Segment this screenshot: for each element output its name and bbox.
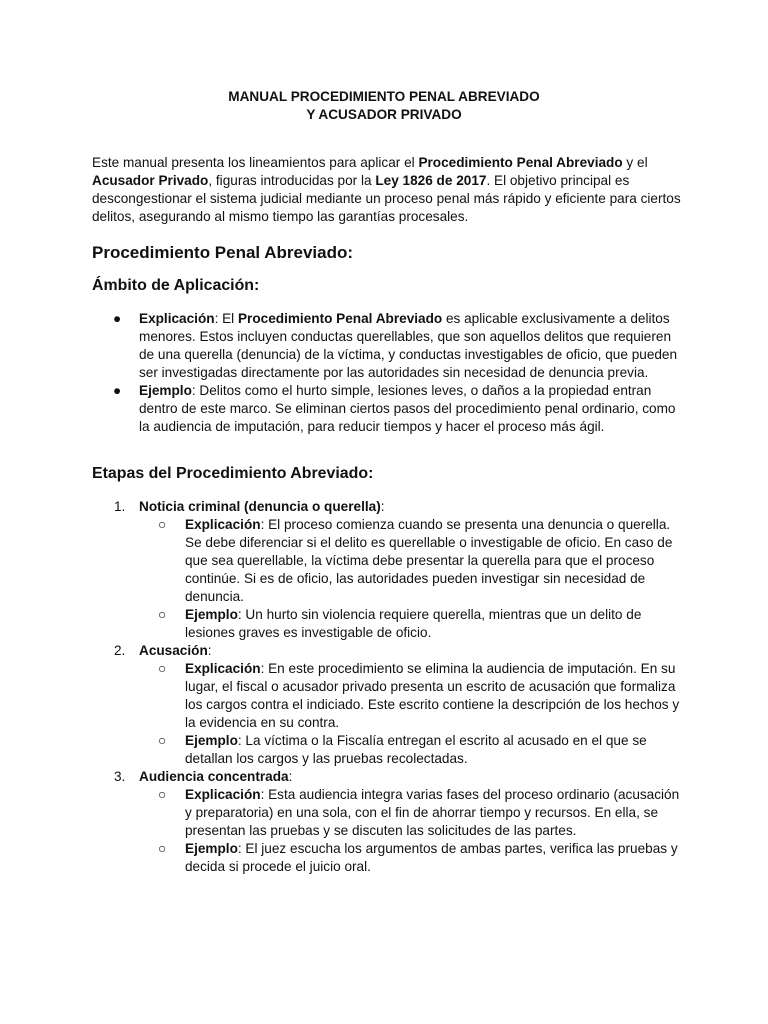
circle-bullet-icon: ○ [158, 607, 167, 622]
etapa-title: Noticia criminal (denuncia o querella) [139, 499, 381, 514]
title-line-2: Y ACUSADOR PRIVADO [306, 107, 462, 122]
circle-bullet-icon: ○ [158, 733, 167, 748]
list-number: 2. [114, 643, 126, 658]
list-number: 1. [114, 499, 126, 514]
bullet-text: : Delitos como el hurto simple, lesiones leves, o daños a la propiedad entran dentro de este marco. Se eliminan ciertos pasos del procedimiento penal ordinario, como la audiencia de imputación, para reducir tiempos y hacer el proceso más ágil. [139, 383, 676, 434]
intro-bold-term: Procedimiento Penal Abreviado [418, 155, 623, 170]
intro-paragraph [92, 154, 682, 226]
etapa-2-ejemplo [92, 732, 684, 768]
sub-text: : El juez escucha los argumentos de ambas partes, verifica las pruebas y decida si procede el juicio oral. [185, 841, 678, 874]
intro-bold-term: Ley 1826 de 2017 [375, 173, 487, 188]
etapa-2-explicacion [92, 660, 684, 732]
etapa-3-explicacion [92, 786, 684, 840]
intro-text: y el [622, 155, 648, 170]
ambito-bullet-list [92, 310, 684, 436]
bullet-item-ejemplo [92, 382, 684, 436]
etapa-3-ejemplo [92, 840, 684, 876]
bullet-bold-term: Procedimiento Penal Abreviado [237, 311, 443, 326]
sub-text: : Un hurto sin violencia requiere querella, mientras que un delito de lesiones graves es investigable de oficio. [185, 607, 642, 640]
etapa-1-ejemplo [92, 606, 684, 642]
sub-text: : En este procedimiento se elimina la audiencia de imputación. En su lugar, el fiscal o acusador privado presenta un escrito de acusación que formaliza los cargos contra el indiciado. Este escrito contiene la descripción de los hechos y la evidencia en su contra. [185, 661, 680, 730]
sub-label: Ejemplo [185, 841, 238, 856]
etapa-item-2 [92, 642, 684, 660]
bullet-item-explicacion [92, 310, 684, 382]
sub-text: : Esta audiencia integra varias fases del proceso ordinario (acusación y preparatoria) en una sola, con el fin de ahorrar tiempo y recursos. En ella, se presentan las pruebas y se discuten las solicitudes de las partes. [185, 787, 680, 838]
bullet-text: : El [214, 311, 238, 326]
intro-text: Este manual presenta los lineamientos para aplicar el [92, 155, 419, 170]
bullet-label: Ejemplo [139, 383, 192, 398]
bullet-label: Explicación [139, 311, 215, 326]
circle-bullet-icon: ○ [158, 517, 167, 532]
list-number: 3. [114, 769, 126, 784]
document-title [0, 88, 768, 124]
etapas-numbered-list [92, 498, 684, 876]
ambito-heading: Ámbito de Aplicación: [92, 277, 260, 294]
etapa-colon: : [380, 499, 385, 514]
sub-label: Explicación [185, 787, 261, 802]
sub-text: : El proceso comienza cuando se presenta una denuncia o querella. Se debe diferenciar si el delito es querellable o investigable de oficio. En caso de que sea querellable, la víctima debe presentar la querella para que el proceso continúe. Si es de oficio, las autoridades pueden investigar sin necesidad de denuncia. [185, 517, 673, 604]
circle-bullet-icon: ○ [158, 787, 167, 802]
sub-label: Explicación [185, 517, 261, 532]
etapa-title: Acusación [139, 643, 208, 658]
etapa-colon: : [207, 643, 212, 658]
etapas-heading: Etapas del Procedimiento Abreviado: [92, 465, 374, 482]
intro-text: , figuras introducidas por la [208, 173, 376, 188]
circle-bullet-icon: ○ [158, 841, 167, 856]
section-heading: Procedimiento Penal Abreviado: [92, 243, 354, 262]
etapa-1-explicacion [92, 516, 684, 606]
etapa-colon: : [288, 769, 293, 784]
circle-bullet-icon: ○ [158, 661, 167, 676]
bullet-dot-icon: ● [113, 383, 122, 398]
etapa-item-1 [92, 498, 684, 516]
sub-text: : La víctima o la Fiscalía entregan el escrito al acusado en el que se detallan los cargos y las pruebas recolectadas. [185, 733, 647, 766]
title-line-1: MANUAL PROCEDIMIENTO PENAL ABREVIADO [228, 89, 540, 104]
bullet-text: es aplicable exclusivamente a delitos menores. Estos incluyen conductas querellables, que son aquellos delitos que requieren de una querella (denuncia) de la víctima, y conductas investigables de oficio, que pueden ser investigadas directamente por las autoridades sin necesidad de denuncia previa. [139, 311, 678, 380]
bullet-dot-icon: ● [113, 311, 122, 326]
sub-label: Ejemplo [185, 733, 238, 748]
etapa-item-3 [92, 768, 684, 786]
sub-label: Explicación [185, 661, 261, 676]
etapa-title: Audiencia concentrada [139, 769, 289, 784]
intro-bold-term: Acusador Privado [92, 173, 209, 188]
intro-text: . El objetivo principal es descongestionar el sistema judicial mediante un proceso penal más rápido y eficiente para ciertos delitos, asegurando al mismo tiempo las garantías procesales. [92, 173, 681, 224]
sub-label: Ejemplo [185, 607, 238, 622]
